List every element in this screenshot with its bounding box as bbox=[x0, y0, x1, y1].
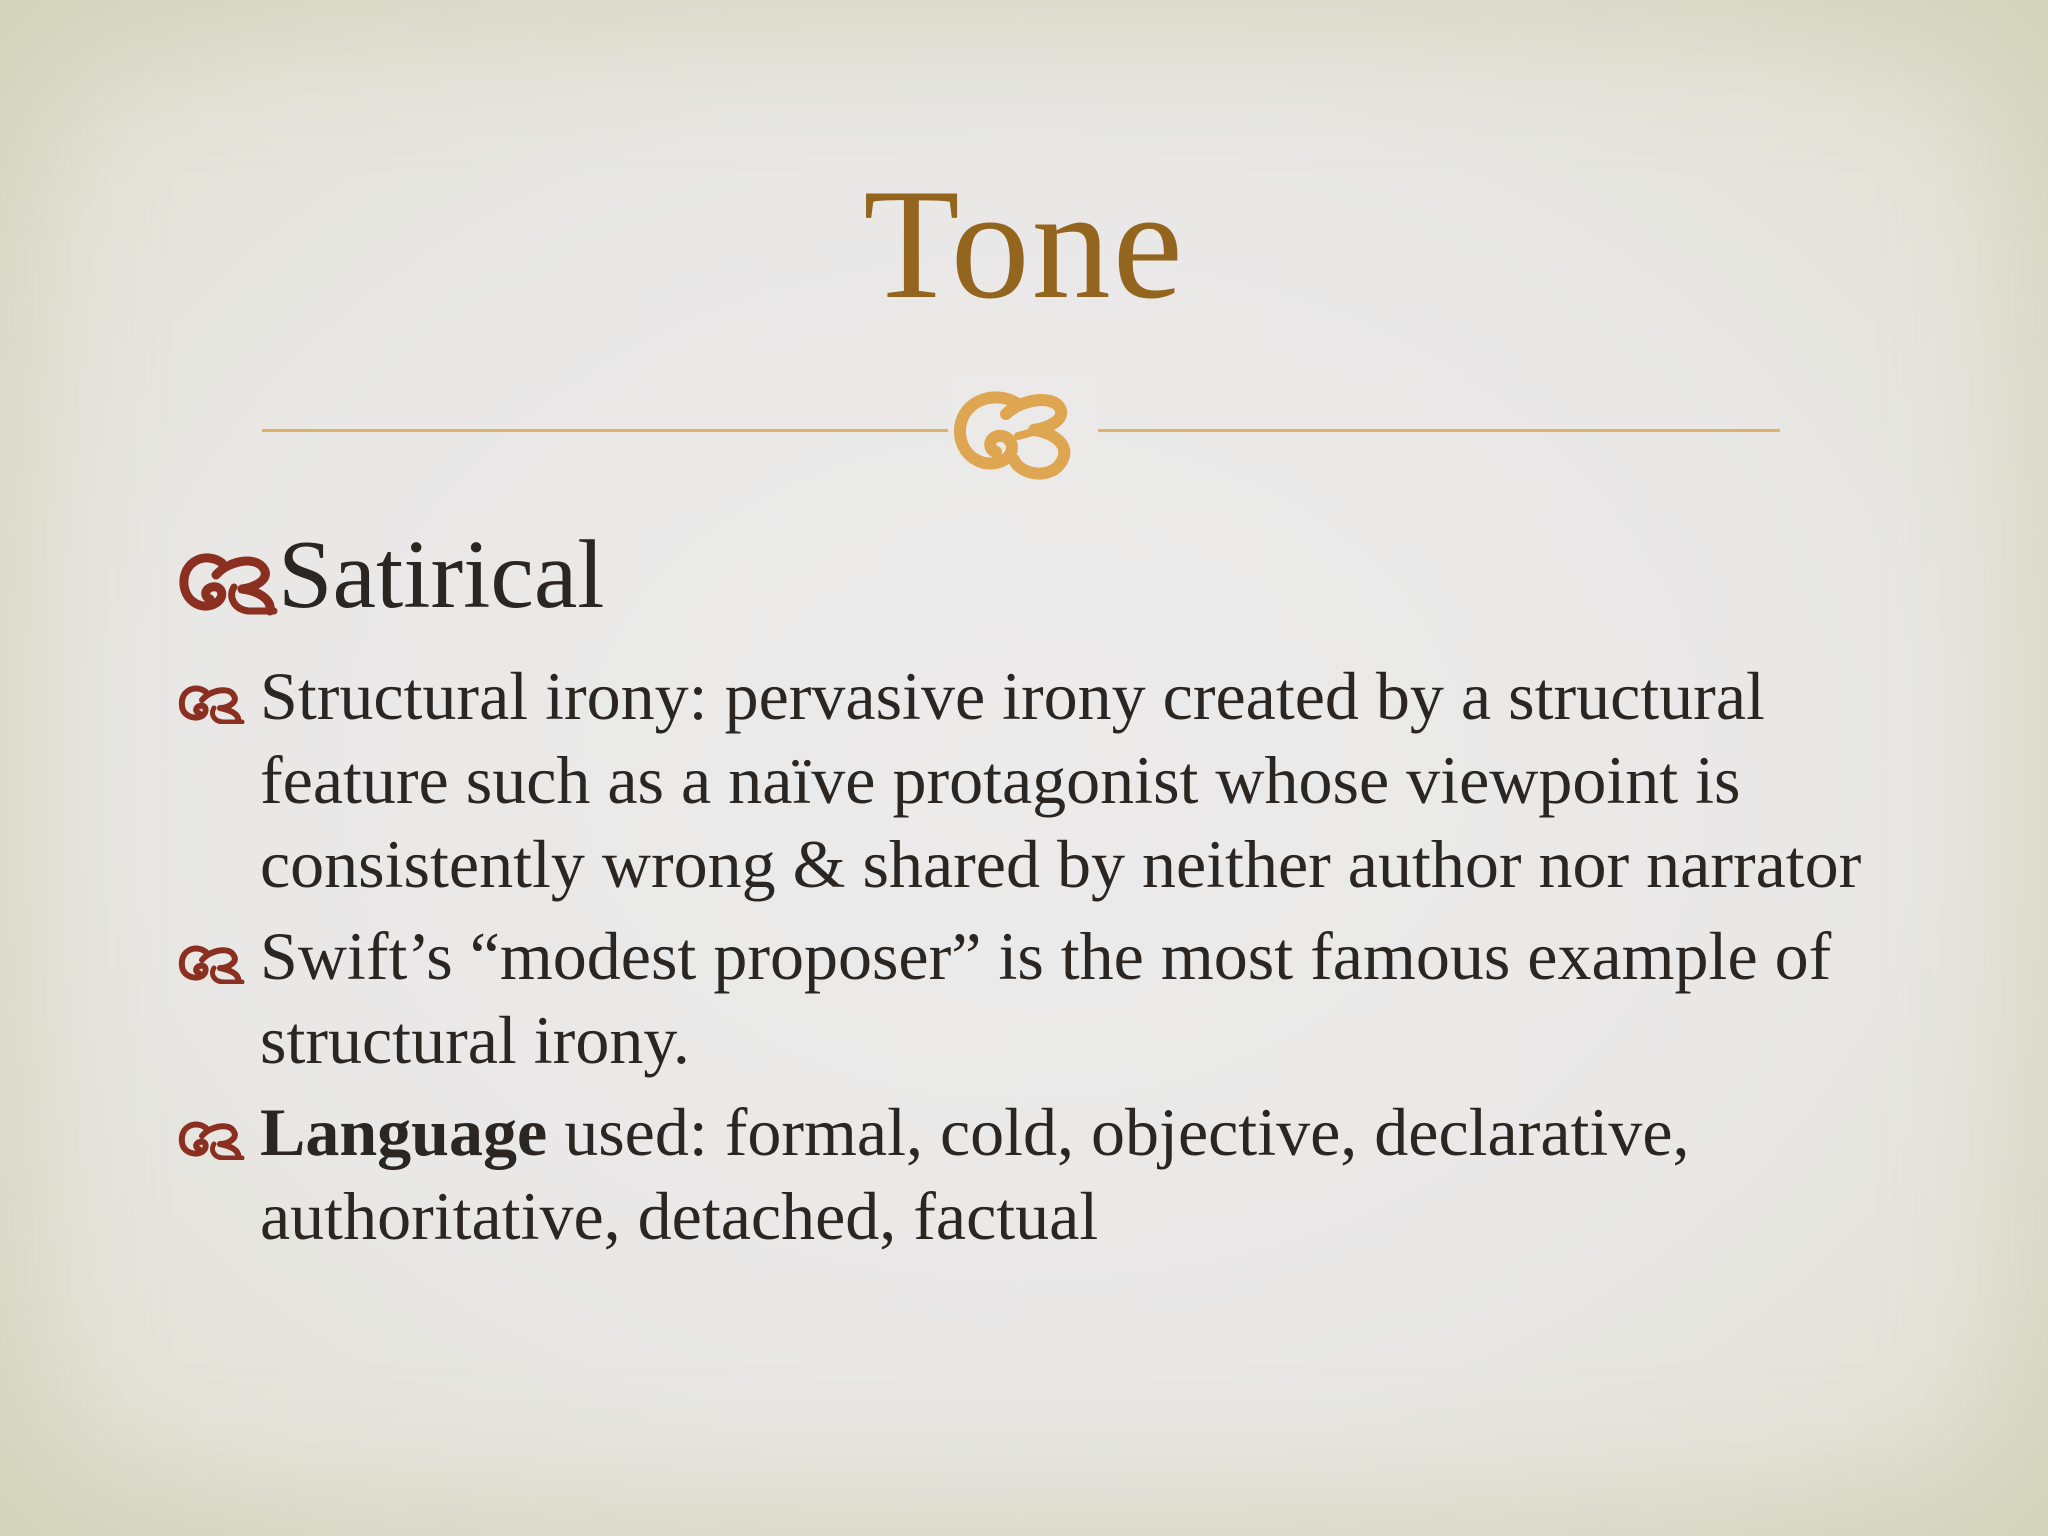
bullet-text: used: formal, cold, objective, declarative, authoritative, detached, factual bbox=[260, 1094, 1690, 1254]
list-item bbox=[178, 914, 1898, 1082]
bullet-bold-term: Language bbox=[260, 1094, 548, 1170]
fleuron-bullet-icon bbox=[178, 682, 246, 724]
list-item bbox=[178, 654, 1898, 906]
ornament-icon bbox=[948, 376, 1098, 484]
section-heading-text: Satirical bbox=[278, 521, 605, 629]
fleuron-bullet-icon bbox=[178, 942, 246, 984]
fleuron-bullet-icon bbox=[178, 1118, 246, 1160]
bullet-text: Swift’s “modest proposer” is the most famous example of structural irony. bbox=[260, 918, 1832, 1078]
slide-title: Tone bbox=[863, 157, 1185, 332]
list-item bbox=[178, 1090, 1898, 1258]
bullet-text: Structural irony: pervasive irony created by a structural feature such as a naïve protagonist whose viewpoint is consistently wrong & shared by neither author nor narrator bbox=[260, 658, 1862, 902]
section-heading bbox=[178, 520, 605, 630]
fleuron-bullet-icon bbox=[178, 547, 278, 617]
bullet-list bbox=[178, 654, 1898, 1266]
